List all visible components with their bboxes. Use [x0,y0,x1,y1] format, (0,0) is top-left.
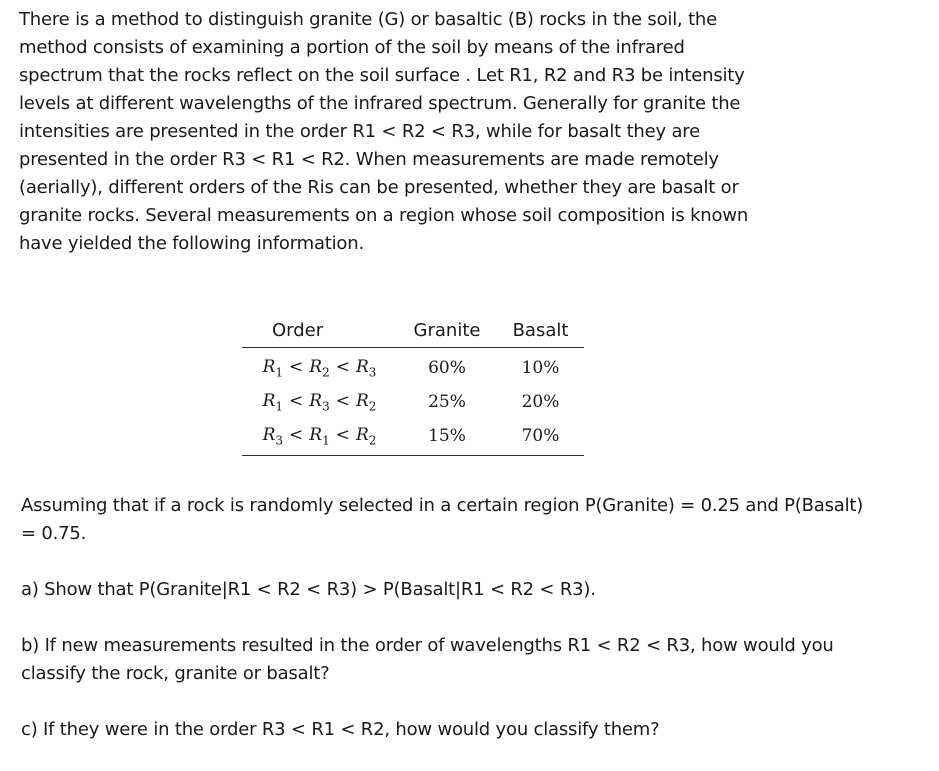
less-than-symbol: < [335,424,350,445]
variable-subscript: 2 [368,433,377,448]
problem-line: spectrum that the rocks reflect on the soil surface . Let R1, R2 and R3 be intensity [19,65,745,86]
intensity-variable: R [355,390,369,411]
variable-subscript: 2 [322,365,330,380]
less-than-symbol: < [289,390,304,411]
granite-cell: 15% [397,419,497,456]
intensity-variable: R [309,356,323,377]
problem-line: levels at different wavelengths of the infrared spectrum. Generally for granite the [19,93,741,114]
problem-statement [19,6,919,258]
intensity-order-table [242,314,584,456]
variable-subscript: 1 [322,433,330,448]
variable-subscript: 3 [275,433,284,448]
variable-subscript: 3 [368,365,377,380]
question-a-text: a) Show that P(Granite|R1 < R2 < R3) > P(Basalt|R1 < R2 < R3). [21,579,596,600]
less-than-symbol: < [335,390,350,411]
table-row [242,419,584,456]
granite-cell: 25% [428,392,466,412]
problem-line: intensities are presented in the order R1 < R2 < R3, while for basalt they are [19,121,700,142]
intensity-variable: R [355,356,369,377]
basalt-cell: 10% [521,358,560,378]
problem-line: (aerially), different orders of the Ris can be presented, whether they are basalt or [19,177,739,198]
basalt-cell: 70% [497,419,584,456]
less-than-symbol: < [289,424,304,445]
variable-subscript: 3 [322,399,330,414]
table-header-row [242,314,584,348]
problem-line: presented in the order R3 < R1 < R2. When measurements are made remotely [19,149,719,170]
less-than-symbol: < [335,356,350,377]
column-header-basalt: Basalt [497,314,584,348]
column-header-order: Order [242,314,397,348]
question-a [21,576,596,604]
assumption-paragraph [21,492,863,548]
question-c [21,716,659,744]
assumption-line: = 0.75. [21,523,87,544]
intensity-variable: R [262,424,276,445]
variable-subscript: 1 [275,399,284,414]
question-c-text: c) If they were in the order R3 < R1 < R2, how would you classify them? [21,719,660,740]
table-row [242,385,584,419]
problem-line: have yielded the following information. [19,233,364,254]
problem-line: granite rocks. Several measurements on a region whose soil composition is known [19,205,749,226]
basalt-cell: 20% [521,392,560,412]
question-b [21,632,834,688]
less-than-symbol: < [289,356,304,377]
variable-subscript: 1 [275,365,284,380]
intensity-variable: R [355,424,369,445]
intensity-variable: R [309,424,323,445]
problem-line: method consists of examining a portion of the soil by means of the infrared [19,37,685,58]
column-header-granite: Granite [397,314,497,348]
intensity-variable: R [262,390,276,411]
problem-line: There is a method to distinguish granite (G) or basaltic (B) rocks in the soil, the [19,9,718,30]
question-b-line: b) If new measurements resulted in the order of wavelengths R1 < R2 < R3, how would you [21,635,834,656]
order-cell [242,419,397,456]
variable-subscript: 2 [368,399,377,414]
assumption-line: Assuming that if a rock is randomly selected in a certain region P(Granite) = 0.25 and P(Basalt) [21,495,864,516]
intensity-variable: R [262,356,276,377]
table-row [242,348,584,386]
granite-cell: 60% [428,358,466,378]
order-cell [242,348,397,386]
order-cell [242,385,397,419]
intensity-variable: R [309,390,323,411]
question-b-line: classify the rock, granite or basalt? [21,663,330,684]
